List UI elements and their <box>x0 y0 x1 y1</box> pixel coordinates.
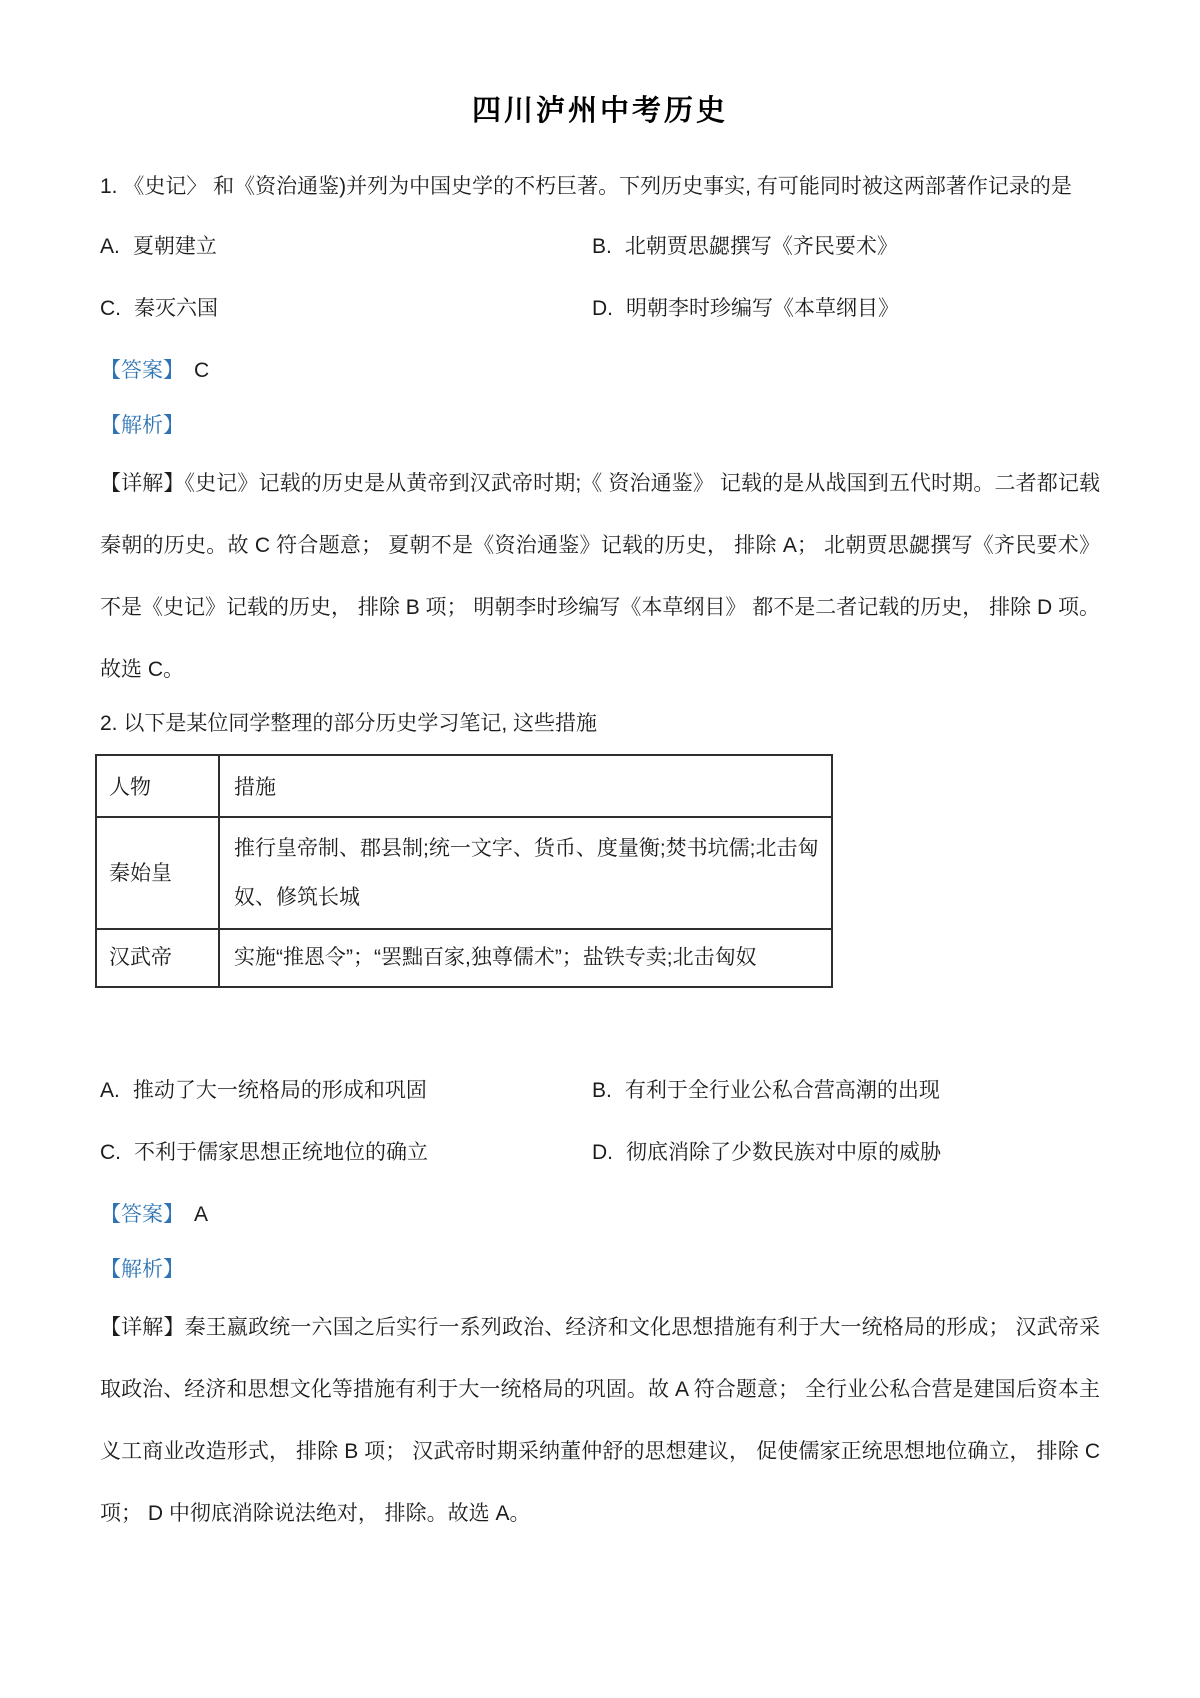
option-label: B. <box>592 235 612 258</box>
cell-measures: 实施“推恩令”；“罢黜百家,独尊儒术”；盐铁专卖;北击匈奴 <box>219 929 832 987</box>
option-label: A. <box>100 1079 120 1102</box>
cell-person: 秦始皇 <box>96 817 219 929</box>
q1-option-a <box>100 232 592 262</box>
table-row <box>96 817 832 929</box>
q1-options <box>100 232 1100 324</box>
answer-label: 【答案】 <box>100 1203 184 1226</box>
option-label: B. <box>592 1079 612 1102</box>
table-row <box>96 929 832 987</box>
question-1 <box>100 172 1100 701</box>
q2-detail-paragraph <box>100 1297 1100 1545</box>
q1-option-c <box>100 294 592 324</box>
q2-option-b <box>592 1076 1100 1106</box>
q2-answer-line <box>100 1200 1100 1230</box>
question-2 <box>100 709 1100 1545</box>
q1-detail-paragraph <box>100 453 1100 701</box>
history-notes-table <box>95 754 833 988</box>
option-label: C. <box>100 297 121 320</box>
q2-option-d <box>592 1138 1100 1168</box>
q1-option-b <box>592 232 1100 262</box>
answer-value: A <box>194 1203 209 1226</box>
q2-stem: 2. 以下是某位同学整理的部分历史学习笔记, 这些措施 <box>100 712 598 735</box>
table-header-measures: 措施 <box>219 755 832 817</box>
option-label: A. <box>100 235 120 258</box>
option-text: 不利于儒家思想正统地位的确立 <box>134 1141 428 1164</box>
table-header-row <box>96 755 832 817</box>
q2-options <box>100 1076 1100 1168</box>
option-text: 秦灭六国 <box>134 297 218 320</box>
option-label: C. <box>100 1141 121 1164</box>
table-header-person: 人物 <box>96 755 219 817</box>
cell-measures: 推行皇帝制、郡县制;统一文字、货币、度量衡;焚书坑儒;北击匈奴、修筑长城 <box>219 817 832 929</box>
option-text: 彻底消除了少数民族对中原的威胁 <box>626 1141 941 1164</box>
option-text: 推动了大一统格局的形成和巩固 <box>132 1079 427 1102</box>
detail-text: 《史记》记载的历史是从黄帝到汉武帝时期;《 资治通鉴》 记载的是从战国到五代时期。二者都记载秦朝的历史。故 C 符合题意； 夏朝不是《资治通鉴》记载的历史， 排除 A； 北朝贾思勰撰写《齐民要术》 不是《史记》记载的历史， 排除 B 项； 明朝李时珍编写《本草纲目》 都不是二者记载的历史， 排除 D 项。故选 C。 <box>100 472 1101 681</box>
q1-option-d <box>592 294 1100 324</box>
q1-answer-line <box>100 356 1100 386</box>
option-text: 北朝贾思勰撰写《齐民要术》 <box>624 235 898 258</box>
cell-person: 汉武帝 <box>96 929 219 987</box>
q1-analysis-label: 【解析】 <box>100 414 184 437</box>
option-label: D. <box>592 1141 613 1164</box>
detail-label: 【详解】 <box>100 1316 185 1339</box>
q2-analysis-label: 【解析】 <box>100 1258 184 1281</box>
page-title: 四川泸州中考历史 <box>471 95 728 127</box>
q1-stem: 1. 《史记〉 和《资治通鉴)并列为中国史学的不朽巨著。下列历史事实, 有可能同时被这两部著作记录的是 <box>100 175 1072 198</box>
answer-value: C <box>194 359 210 382</box>
answer-label: 【答案】 <box>100 359 184 382</box>
option-label: D. <box>592 297 613 320</box>
option-text: 有利于全行业公私合营高潮的出现 <box>624 1079 940 1102</box>
detail-text: 秦王嬴政统一六国之后实行一系列政治、经济和文化思想措施有利于大一统格局的形成； 汉武帝采取政治、经济和思想文化等措施有利于大一统格局的巩固。故 A 符合题意； 全行业公私合营是建国后资本主义工商业改造形式， 排除 B 项； 汉武帝时期采纳董仲舒的思想建议， 促使儒家正统思想地位确立， 排除 C 项； D 中彻底消除说法绝对， 排除。故选 A。 <box>100 1316 1100 1525</box>
option-text: 夏朝建立 <box>132 235 217 258</box>
q2-option-a <box>100 1076 592 1106</box>
option-text: 明朝李时珍编写《本草纲目》 <box>626 297 899 320</box>
detail-label: 【详解】 <box>100 472 185 495</box>
q2-option-c <box>100 1138 592 1168</box>
